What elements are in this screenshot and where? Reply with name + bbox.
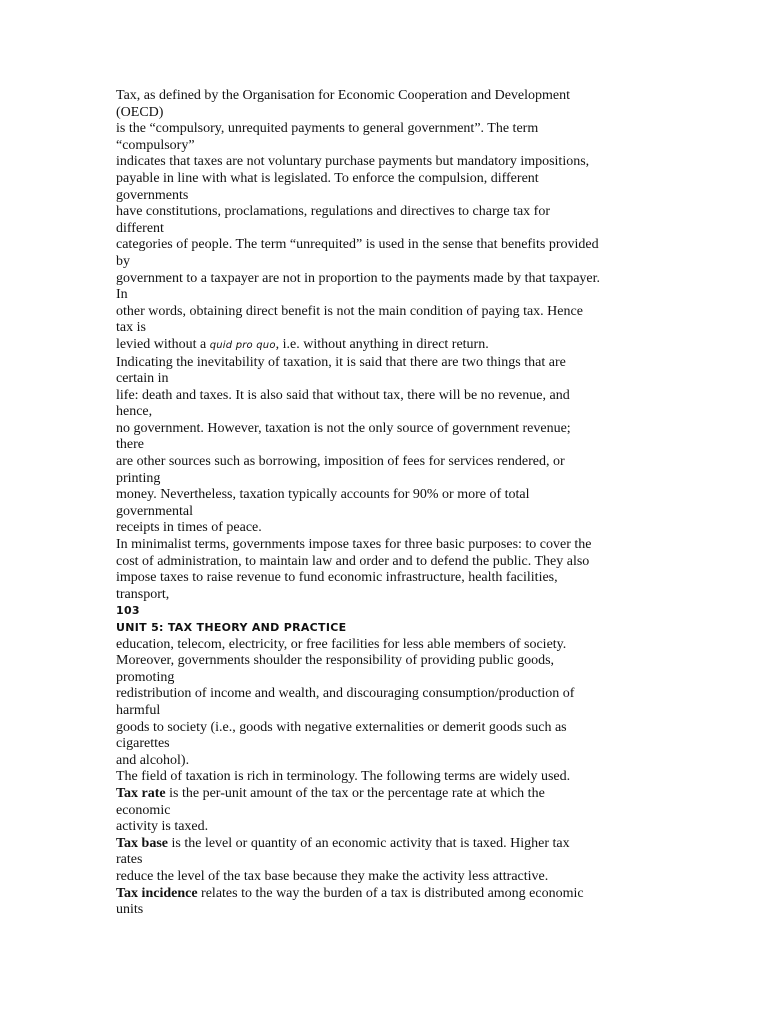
running-header: UNIT 5: TAX THEORY AND PRACTICE <box>116 621 347 634</box>
text-line: rates <box>116 852 143 868</box>
text-line: and alcohol). <box>116 752 190 768</box>
text-line: government to a taxpayer are not in proportion to the payments made by that taxpayer. <box>116 270 601 286</box>
text-line: by <box>116 253 130 269</box>
text-line: Moreover, governments shoulder the responsibility of providing public goods, <box>116 653 555 669</box>
text-line: education, telecom, electricity, or free facilities for less able members of society. <box>116 636 567 652</box>
paragraph-tax-definition <box>116 88 661 355</box>
text-line: indicates that taxes are not voluntary purchase payments but mandatory impositions, <box>116 154 590 170</box>
text-line: cost of administration, to maintain law and order and to defend the public. They also <box>116 553 590 569</box>
text-line: cigarettes <box>116 736 170 752</box>
text-line: redistribution of income and wealth, and discouraging consumption/production of <box>116 686 575 702</box>
text-line: payable in line with what is legislated. To enforce the compulsion, different <box>116 170 539 186</box>
document-page <box>116 88 661 919</box>
levied-prefix: levied without a <box>116 336 210 352</box>
text-line: Tax, as defined by the Organisation for Economic Cooperation and Development <box>116 88 571 103</box>
definition-tax-rate <box>116 786 661 836</box>
text-line: different <box>116 220 164 236</box>
text-line: harmful <box>116 702 161 718</box>
definition-tax-incidence <box>116 886 661 919</box>
text-line: economic <box>116 802 171 818</box>
paragraph-inevitability <box>116 355 661 604</box>
text-line: The field of taxation is rich in terminology. The following terms are widely used. <box>116 769 571 785</box>
text-line: printing <box>116 470 161 486</box>
text-line: there <box>116 437 144 453</box>
paragraph-purposes <box>116 637 661 786</box>
text-line: reduce the level of the tax base because they make the activity less attractive. <box>116 868 549 884</box>
page-number: 103 <box>116 604 140 618</box>
term-tax-incidence: Tax incidence <box>116 885 198 901</box>
text-line <box>116 886 661 903</box>
text-line: In minimalist terms, governments impose taxes for three basic purposes: to cover the <box>116 537 592 553</box>
text-line: In <box>116 287 128 303</box>
text-line: units <box>116 902 144 918</box>
definition-text: relates to the way the burden of a tax is distributed among economic <box>197 885 584 901</box>
text-line <box>116 786 661 803</box>
text-line: receipts in times of peace. <box>116 520 262 536</box>
text-line: no government. However, taxation is not the only source of government revenue; <box>116 420 571 436</box>
levied-suffix: , i.e. without anything in direct return. <box>275 336 489 352</box>
definition-tax-base <box>116 836 661 886</box>
text-line: is the “compulsory, unrequited payments to general government”. The term <box>116 121 539 137</box>
text-line: goods to society (i.e., goods with negative externalities or demerit goods such as <box>116 719 567 735</box>
text-line: Indicating the inevitability of taxation, it is said that there are two things that are <box>116 354 566 370</box>
text-line: (OECD) <box>116 104 164 120</box>
text-line: categories of people. The term “unrequited” is used in the sense that benefits provided <box>116 237 599 253</box>
definition-text: is the per-unit amount of the tax or the percentage rate at which the <box>165 785 545 801</box>
text-line: impose taxes to raise revenue to fund economic infrastructure, health facilities, <box>116 570 558 586</box>
text-line: transport, <box>116 586 170 602</box>
text-line: tax is <box>116 320 146 336</box>
text-line: have constitutions, proclamations, regulations and directives to charge tax for <box>116 204 551 220</box>
text-line: “compulsory” <box>116 137 195 153</box>
term-tax-rate: Tax rate <box>116 785 166 801</box>
text-line: life: death and taxes. It is also said that without tax, there will be no revenue, and <box>116 387 570 403</box>
text-line: hence, <box>116 404 153 420</box>
text-line <box>116 836 661 853</box>
text-line: money. Nevertheless, taxation typically accounts for 90% or more of total <box>116 487 530 503</box>
text-line: certain in <box>116 371 169 387</box>
text-line: promoting <box>116 669 175 685</box>
text-line: governments <box>116 187 189 203</box>
levied-line <box>116 337 661 355</box>
quid-pro-quo-phrase: quid pro quo <box>209 339 276 351</box>
text-line: governmental <box>116 503 193 519</box>
definition-text: is the level or quantity of an economic activity that is taxed. Higher tax <box>168 835 570 851</box>
text-line: are other sources such as borrowing, imposition of fees for services rendered, or <box>116 454 565 470</box>
term-tax-base: Tax base <box>116 835 169 851</box>
text-line: activity is taxed. <box>116 819 209 835</box>
text-line: other words, obtaining direct benefit is not the main condition of paying tax. Hence <box>116 303 583 319</box>
